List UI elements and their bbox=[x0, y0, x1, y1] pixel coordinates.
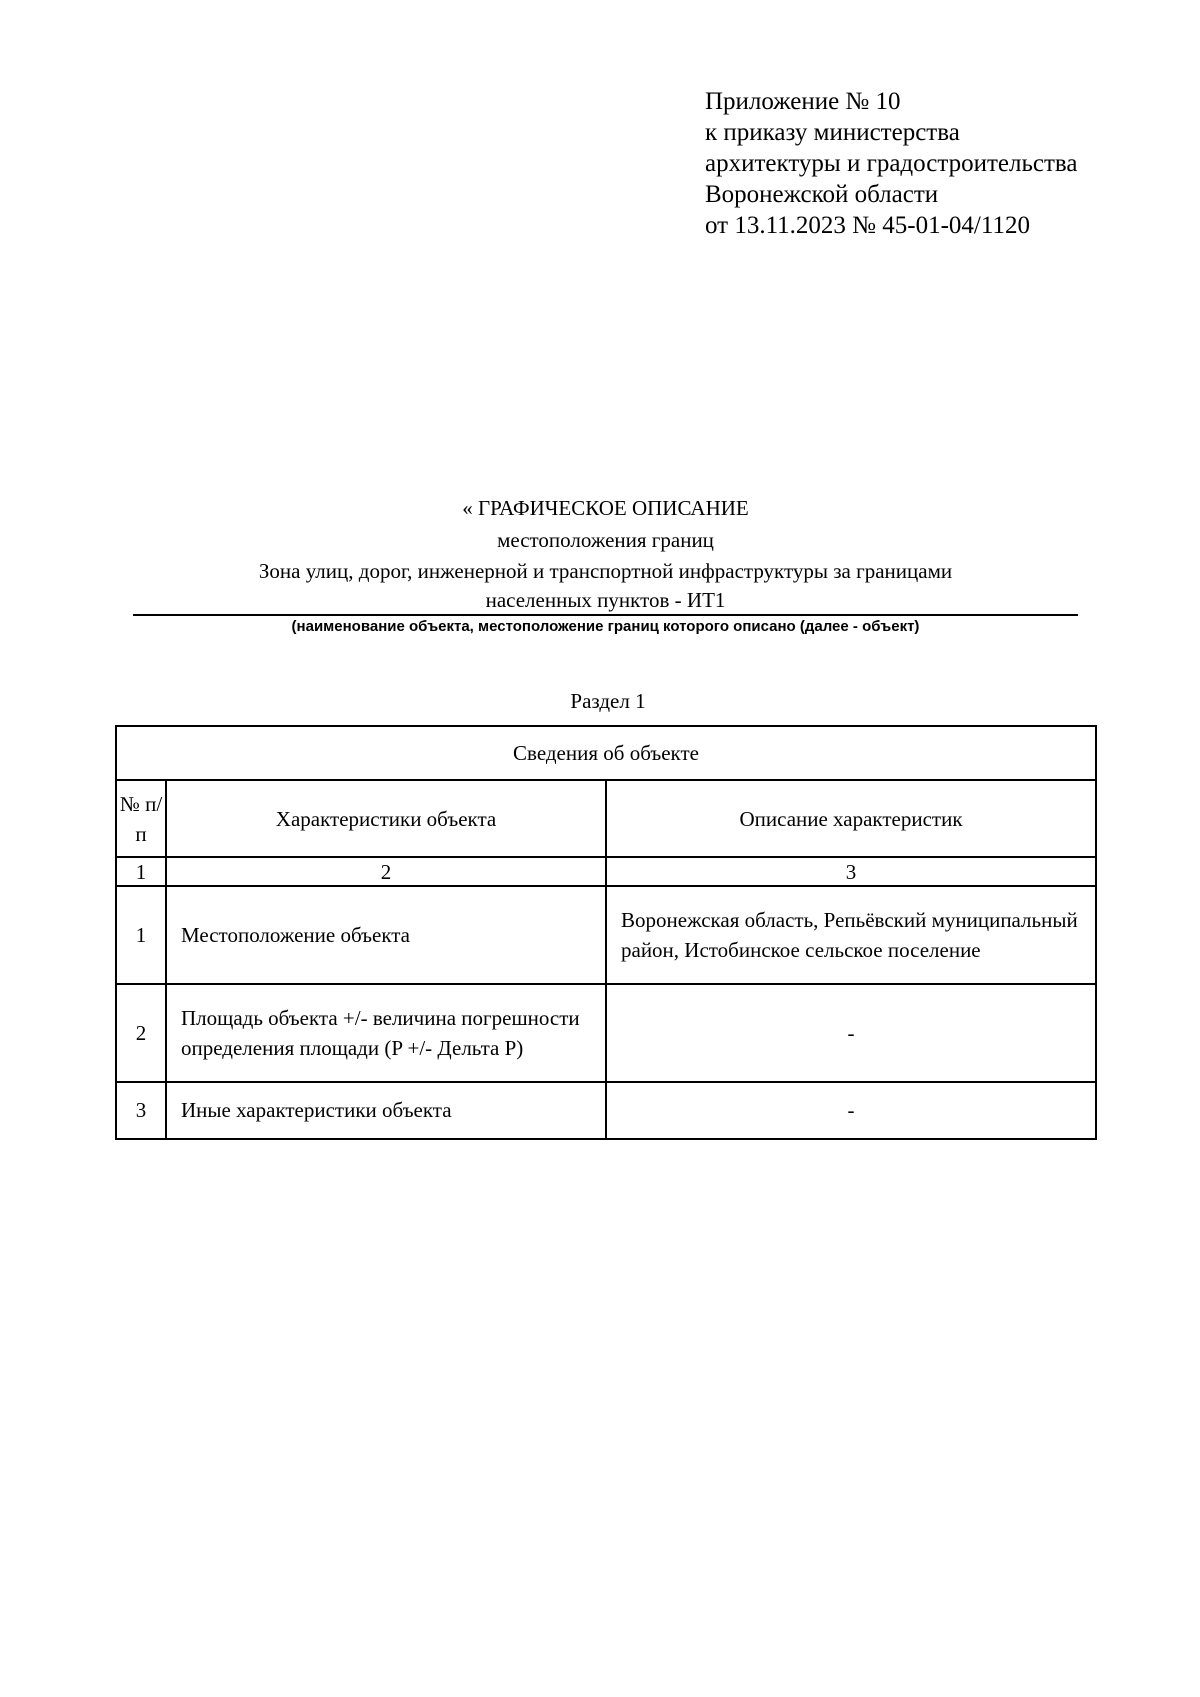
object-name-line: населенных пунктов - ИТ1 bbox=[485, 588, 726, 612]
column-index: 3 bbox=[606, 857, 1096, 886]
appendix-line: к приказу министерства bbox=[705, 119, 960, 146]
title-block bbox=[133, 492, 1078, 638]
column-index: 1 bbox=[116, 857, 166, 886]
appendix-line: от 13.11.2023 № 45-01-04/1120 bbox=[705, 212, 1030, 239]
document-title: « ГРАФИЧЕСКОЕ ОПИСАНИЕ bbox=[462, 496, 749, 520]
appendix-line: Приложение № 10 bbox=[705, 88, 901, 115]
column-index: 2 bbox=[166, 857, 606, 886]
row-description: Воронежская область, Репьёвский муниципальный район, Истобинское сельское поселение bbox=[606, 886, 1096, 984]
table-row bbox=[116, 886, 1096, 984]
row-characteristic: Иные характеристики объекта bbox=[166, 1082, 606, 1139]
row-characteristic: Площадь объекта +/- величина погрешности определения площади (P +/- Дельта P) bbox=[166, 984, 606, 1082]
header-cell-description: Описание характеристик bbox=[606, 780, 1096, 857]
table-row bbox=[116, 1082, 1096, 1139]
row-description: - bbox=[606, 984, 1096, 1082]
appendix-line: архитектуры и градостроительства bbox=[705, 150, 1078, 177]
table-header-row bbox=[116, 780, 1096, 857]
table-heading: Сведения об объекте bbox=[116, 726, 1096, 780]
object-name-caption: (наименование объекта, местоположение границ которого описано (далее - объект) bbox=[291, 618, 920, 635]
section-label: Раздел 1 bbox=[570, 689, 646, 713]
table-heading-row bbox=[116, 726, 1096, 780]
object-info-table bbox=[115, 725, 1097, 1140]
row-number: 3 bbox=[116, 1082, 166, 1139]
row-number: 2 bbox=[116, 984, 166, 1082]
row-description: - bbox=[606, 1082, 1096, 1139]
appendix-block bbox=[705, 86, 1077, 241]
object-name-line: Зона улиц, дорог, инженерной и транспортной инфраструктуры за границами bbox=[258, 559, 953, 583]
header-cell-characteristic: Характеристики объекта bbox=[166, 780, 606, 857]
table-row bbox=[116, 984, 1096, 1082]
row-characteristic: Местоположение объекта bbox=[166, 886, 606, 984]
document-subtitle: местоположения границ bbox=[497, 528, 714, 552]
appendix-line: Воронежской области bbox=[705, 181, 939, 208]
row-number: 1 bbox=[116, 886, 166, 984]
column-index-row bbox=[116, 857, 1096, 886]
header-cell-number: № п/п bbox=[116, 780, 166, 857]
